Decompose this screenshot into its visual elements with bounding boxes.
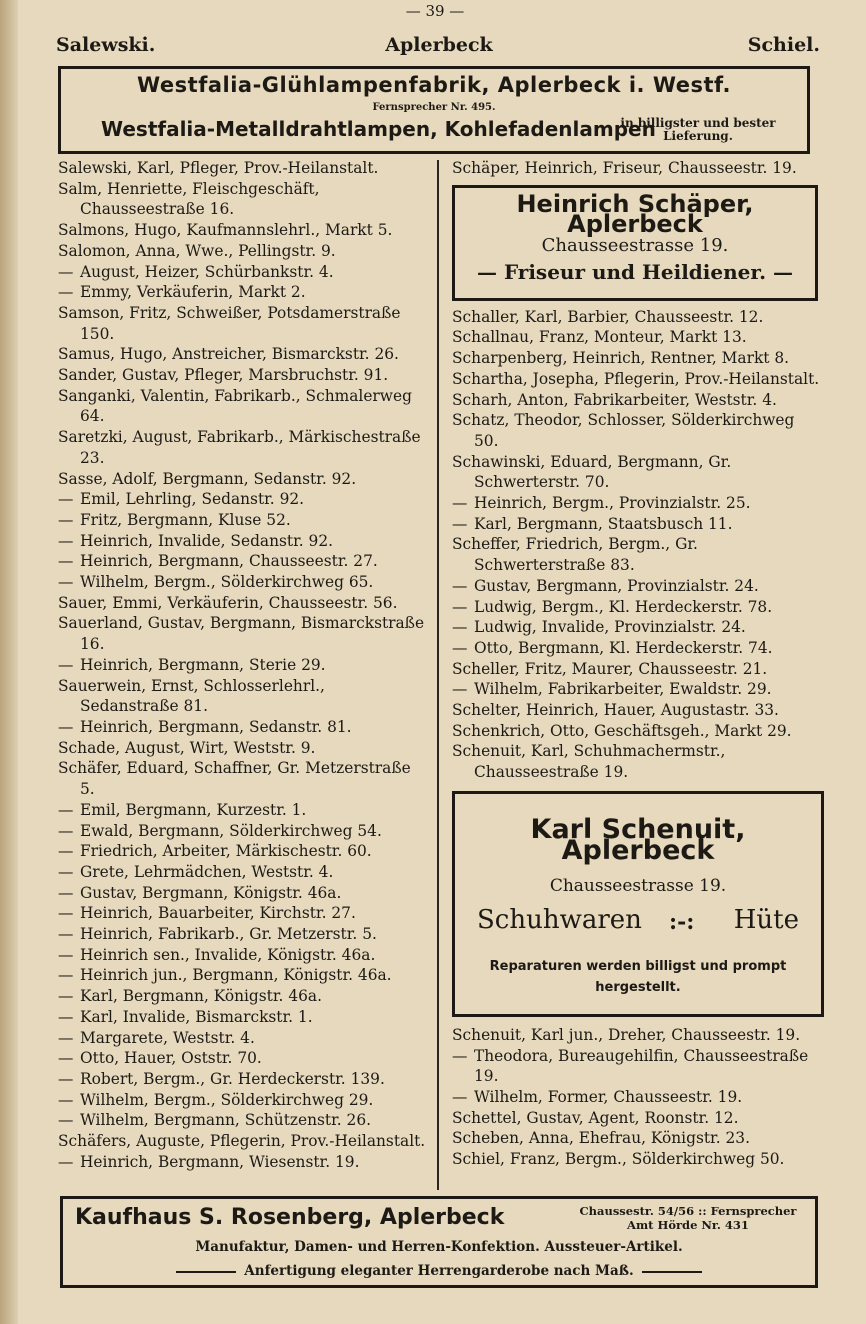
repeat-dash: —	[58, 821, 74, 840]
directory-entry-text: Ludwig, Invalide, Provinzialstr. 24.	[474, 618, 746, 637]
directory-entry-text: Grete, Lehrmädchen, Weststr. 4.	[80, 862, 334, 881]
advert-schenuit-separator: :-:	[669, 908, 695, 935]
directory-entry-text: Heinrich, Bergm., Provinzialstr. 25.	[474, 494, 751, 513]
directory-entry	[452, 700, 822, 721]
directory-entry	[452, 158, 822, 179]
directory-entry	[58, 344, 428, 365]
advert-westfalia-title: Westfalia-Glühlampenfabrik, Aplerbeck i. Westf.	[137, 73, 731, 97]
directory-entry	[452, 452, 822, 493]
directory-entry	[58, 1131, 428, 1152]
repeat-dash: —	[58, 987, 74, 1006]
directory-entry	[452, 307, 822, 328]
directory-entry	[452, 1128, 822, 1149]
directory-entry	[58, 676, 428, 717]
advert-westfalia-products: Westfalia-Metalldrahtlampen, Kohlefadenlampen	[101, 117, 656, 141]
repeat-dash: —	[58, 904, 74, 923]
running-header-right: Schiel.	[747, 34, 820, 56]
directory-entry-text: Scharh, Anton, Fabrikarbeiter, Weststr. 4.	[452, 390, 777, 409]
directory-entry-text: Ludwig, Bergm., Kl. Herdeckerstr. 78.	[474, 597, 773, 616]
directory-entry-text: Schenuit, Karl, Schuhmachermstr., Chausseestraße 19.	[452, 742, 726, 782]
running-header-center: Aplerbeck	[385, 34, 493, 56]
repeat-dash: —	[58, 283, 74, 302]
repeat-dash: —	[58, 552, 74, 571]
repeat-dash: —	[452, 1046, 468, 1065]
directory-entry	[58, 965, 428, 986]
directory-entry-text: Karl, Bergmann, Königstr. 46a.	[80, 987, 322, 1006]
directory-entry	[452, 659, 822, 680]
directory-entry	[452, 679, 822, 700]
directory-entry	[58, 613, 428, 654]
directory-entry	[452, 721, 822, 742]
directory-entry-text: Schenkrich, Otto, Geschäftsgeh., Markt 29.	[452, 721, 792, 740]
directory-entry-text: Emil, Bergmann, Kurzestr. 1.	[80, 800, 307, 819]
directory-entry	[58, 903, 428, 924]
directory-entry-text: Robert, Bergm., Gr. Herdeckerstr. 139.	[80, 1069, 385, 1088]
repeat-dash: —	[58, 717, 74, 736]
directory-entry-text: Sauer, Emmi, Verkäuferin, Chausseestr. 56.	[58, 593, 398, 612]
directory-entry-text: Schäfers, Auguste, Pflegerin, Prov.-Heilanstalt.	[58, 1132, 426, 1151]
directory-entry	[452, 369, 822, 390]
directory-entry-text: Wilhelm, Fabrikarbeiter, Ewaldstr. 29.	[474, 680, 772, 699]
directory-entry-text: Ewald, Bergmann, Sölderkirchweg 54.	[80, 821, 382, 840]
directory-entry-text: Sanganki, Valentin, Fabrikarb., Schmalerweg 64.	[58, 386, 412, 426]
running-header-left: Salewski.	[56, 34, 156, 56]
advert-schaeper	[452, 185, 818, 301]
page-edge	[0, 0, 18, 1324]
directory-entry	[58, 386, 428, 427]
directory-entry	[58, 800, 428, 821]
repeat-dash: —	[452, 597, 468, 616]
directory-entry-text: Otto, Hauer, Oststr. 70.	[80, 1049, 262, 1068]
directory-entry-text: Saretzki, August, Fabrikarb., Märkischestraße 23.	[58, 428, 421, 467]
advert-schenuit-ware-shoes: Schuhwaren	[477, 904, 642, 935]
repeat-dash: —	[58, 883, 74, 902]
directory-entry	[58, 1110, 428, 1131]
directory-entry	[58, 655, 428, 676]
directory-entry	[58, 282, 428, 303]
directory-entry	[58, 1069, 428, 1090]
directory-entry-text: Heinrich sen., Invalide, Königstr. 46a.	[80, 945, 376, 964]
advert-rosenberg-address: Chaussestr. 54/56 :: Fernsprecher Amt Hörde Nr. 431	[579, 1204, 797, 1232]
directory-entry	[452, 1025, 822, 1046]
repeat-dash: —	[58, 655, 74, 674]
directory-entry-text: Salm, Henriette, Fleischgeschäft, Chausseestraße 16.	[58, 179, 320, 219]
directory-entry-text: Heinrich, Bauarbeiter, Kirchstr. 27.	[80, 904, 356, 923]
directory-entry	[452, 348, 822, 369]
advert-schaeper-name: Heinrich Schäper, Aplerbeck	[516, 189, 754, 239]
directory-entry-text: Wilhelm, Bergmann, Schützenstr. 26.	[80, 1111, 372, 1130]
right-entry-list-bottom	[452, 1025, 822, 1170]
directory-entry-text: Heinrich jun., Bergmann, Königstr. 46a.	[80, 966, 392, 985]
directory-entry-text: Schallnau, Franz, Monteur, Markt 13.	[452, 328, 747, 347]
directory-entry-text: Scheller, Fritz, Maurer, Chausseestr. 21.	[452, 659, 768, 678]
directory-entry	[452, 1149, 822, 1170]
directory-entry	[452, 534, 822, 575]
advert-westfalia-note: in billigster und bester Lieferung.	[620, 116, 776, 143]
repeat-dash: —	[452, 638, 468, 657]
directory-entry-text: Heinrich, Bergmann, Chausseestr. 27.	[80, 552, 378, 571]
directory-entry	[452, 1108, 822, 1129]
directory-entry-text: Scheffer, Friedrich, Bergm., Gr. Schwerterstraße 83.	[452, 535, 698, 575]
directory-entry-text: Emil, Lehrling, Sedanstr. 92.	[80, 490, 305, 509]
directory-entry	[58, 1090, 428, 1111]
directory-entry-text: Fritz, Bergmann, Kluse 52.	[80, 510, 291, 529]
repeat-dash: —	[58, 262, 74, 281]
directory-entry-text: Schartha, Josepha, Pflegerin, Prov.-Heilanstalt.	[452, 369, 820, 388]
directory-entry-text: Scheben, Anna, Ehefrau, Königstr. 23.	[452, 1129, 750, 1148]
directory-entry	[58, 158, 428, 179]
advert-schenuit	[452, 791, 824, 1017]
directory-entry	[58, 572, 428, 593]
directory-entry-text: Samus, Hugo, Anstreicher, Bismarckstr. 26.	[58, 345, 399, 364]
directory-entry	[58, 220, 428, 241]
directory-entry-text: Schawinski, Eduard, Bergmann, Gr. Schwerterstr. 70.	[452, 452, 732, 492]
directory-entry	[58, 551, 428, 572]
advert-rosenberg-name: Kaufhaus S. Rosenberg, Aplerbeck	[75, 1205, 505, 1230]
directory-entry	[452, 514, 822, 535]
repeat-dash: —	[58, 510, 74, 529]
directory-entry	[58, 1028, 428, 1049]
repeat-dash: —	[58, 1028, 74, 1047]
advert-schenuit-street: Chausseestrasse 19.	[549, 875, 727, 896]
directory-entry	[58, 1007, 428, 1028]
directory-entry-text: Scharpenberg, Heinrich, Rentner, Markt 8.	[452, 349, 790, 368]
repeat-dash: —	[58, 925, 74, 944]
repeat-dash: —	[58, 1111, 74, 1130]
directory-entry	[58, 862, 428, 883]
directory-entry	[452, 327, 822, 348]
directory-entry-text: Otto, Bergmann, Kl. Herdeckerstr. 74.	[474, 638, 773, 657]
directory-entry	[452, 741, 822, 782]
repeat-dash: —	[452, 1087, 468, 1106]
right-entry-list-middle	[452, 307, 822, 783]
directory-entry-text: Karl, Invalide, Bismarckstr. 1.	[80, 1007, 313, 1026]
left-entry-list	[58, 158, 428, 1172]
repeat-dash: —	[452, 514, 468, 533]
repeat-dash: —	[58, 862, 74, 881]
directory-entry	[452, 390, 822, 411]
directory-entry	[58, 945, 428, 966]
directory-entry	[58, 1048, 428, 1069]
directory-entry-text: Heinrich, Fabrikarb., Gr. Metzerstr. 5.	[80, 925, 377, 944]
directory-entry	[452, 597, 822, 618]
directory-entry	[58, 241, 428, 262]
repeat-dash: —	[58, 966, 74, 985]
directory-entry-text: Schenuit, Karl jun., Dreher, Chausseestr. 19.	[452, 1025, 801, 1044]
advert-rosenberg-goods: Manufaktur, Damen- und Herren-Konfektion. Aussteuer-Artikel.	[195, 1239, 683, 1255]
directory-entry-text: Theodora, Bureaugehilfin, Chausseestraße 19.	[474, 1046, 809, 1086]
directory-entry-text: August, Heizer, Schürbankstr. 4.	[80, 262, 334, 281]
advert-westfalia-phone: Fernsprecher Nr. 495.	[372, 102, 496, 113]
directory-entry-text: Karl, Bergmann, Staatsbusch 11.	[474, 514, 733, 533]
left-column	[58, 158, 428, 1172]
right-entry-list-top	[452, 158, 822, 179]
directory-entry-text: Margarete, Weststr. 4.	[80, 1028, 255, 1047]
advert-schaeper-trade: — Friseur und Heildiener. —	[476, 259, 793, 284]
directory-entry-text: Schelter, Heinrich, Hauer, Augustastr. 33.	[452, 701, 779, 720]
directory-entry-text: Heinrich, Bergmann, Wiesenstr. 19.	[80, 1152, 360, 1171]
directory-entry	[452, 638, 822, 659]
directory-entry-text: Wilhelm, Former, Chausseestr. 19.	[474, 1087, 743, 1106]
directory-entry	[58, 821, 428, 842]
repeat-dash: —	[58, 842, 74, 861]
directory-entry-text: Sauerwein, Ernst, Schlosserlehrl., Sedanstraße 81.	[58, 676, 325, 716]
directory-entry-text: Salewski, Karl, Pfleger, Prov.-Heilanstalt.	[58, 159, 379, 177]
directory-entry	[58, 924, 428, 945]
repeat-dash: —	[58, 1069, 74, 1088]
repeat-dash: —	[58, 945, 74, 964]
directory-entry	[58, 1152, 428, 1173]
advert-rosenberg-tailoring: Anfertigung eleganter Herrengarderobe nach Maß.	[63, 1263, 815, 1279]
directory-entry	[452, 576, 822, 597]
directory-entry	[58, 510, 428, 531]
directory-entry-text: Schatz, Theodor, Schlosser, Sölderkirchweg 50.	[452, 411, 795, 450]
repeat-dash: —	[58, 1007, 74, 1026]
directory-entry	[58, 262, 428, 283]
running-header	[56, 34, 820, 60]
column-divider	[437, 160, 439, 1190]
directory-entry-text: Sauerland, Gustav, Bergmann, Bismarckstraße 16.	[58, 614, 425, 654]
repeat-dash: —	[58, 573, 74, 592]
directory-entry-text: Heinrich, Invalide, Sedanstr. 92.	[80, 531, 334, 550]
directory-entry-text: Salmons, Hugo, Kaufmannslehrl., Markt 5.	[58, 221, 393, 240]
directory-entry	[58, 593, 428, 614]
advert-schaeper-street: Chausseestrasse 19.	[541, 234, 729, 256]
directory-entry-text: Wilhelm, Bergm., Sölderkirchweg 65.	[80, 573, 374, 592]
repeat-dash: —	[58, 1090, 74, 1109]
repeat-dash: —	[58, 490, 74, 509]
directory-entry	[58, 179, 428, 220]
directory-entry-text: Sasse, Adolf, Bergmann, Sedanstr. 92.	[58, 469, 357, 488]
directory-entry-text: Samson, Fritz, Schweißer, Potsdamerstraße 150.	[58, 303, 401, 343]
directory-entry-text: Sander, Gustav, Pfleger, Marsbruchstr. 91.	[58, 366, 389, 385]
directory-entry-text: Emmy, Verkäuferin, Markt 2.	[80, 283, 306, 302]
right-column	[452, 158, 822, 1170]
directory-entry	[58, 489, 428, 510]
repeat-dash: —	[452, 494, 468, 513]
repeat-dash: —	[452, 576, 468, 595]
directory-entry	[58, 303, 428, 344]
directory-entry	[58, 758, 428, 799]
directory-entry	[58, 427, 428, 468]
directory-entry	[452, 1087, 822, 1108]
directory-entry	[452, 493, 822, 514]
directory-entry	[58, 986, 428, 1007]
directory-entry-text: Schaller, Karl, Barbier, Chausseestr. 12.	[452, 307, 764, 326]
advert-schenuit-name: Karl Schenuit, Aplerbeck	[530, 813, 746, 866]
directory-entry-text: Salomon, Anna, Wwe., Pellingstr. 9.	[58, 241, 336, 260]
directory-entry-text: Schäfer, Eduard, Schaffner, Gr. Metzerstraße 5.	[58, 759, 411, 799]
repeat-dash: —	[452, 680, 468, 699]
directory-entry	[58, 717, 428, 738]
directory-entry	[58, 531, 428, 552]
directory-entry-text: Schettel, Gustav, Agent, Roonstr. 12.	[452, 1108, 739, 1127]
directory-entry	[58, 365, 428, 386]
directory-entry-text: Gustav, Bergmann, Provinzialstr. 24.	[474, 576, 759, 595]
directory-entry	[58, 469, 428, 490]
repeat-dash: —	[58, 531, 74, 550]
directory-entry	[58, 738, 428, 759]
advert-rosenberg	[60, 1196, 818, 1288]
directory-entry-text: Schiel, Franz, Bergm., Sölderkirchweg 50.	[452, 1150, 785, 1169]
advert-schenuit-ware-hats: Hüte	[733, 904, 799, 935]
repeat-dash: —	[58, 800, 74, 819]
directory-entry-text: Heinrich, Bergmann, Sedanstr. 81.	[80, 717, 352, 736]
directory-entry-text: Gustav, Bergmann, Königstr. 46a.	[80, 883, 342, 902]
directory-entry-text: Wilhelm, Bergm., Sölderkirchweg 29.	[80, 1090, 374, 1109]
repeat-dash: —	[58, 1152, 74, 1171]
directory-entry	[58, 883, 428, 904]
directory-entry	[58, 841, 428, 862]
directory-entry-text: Friedrich, Arbeiter, Märkischestr. 60.	[80, 842, 372, 861]
directory-entry	[452, 410, 822, 451]
repeat-dash: —	[452, 618, 468, 637]
directory-entry-text: Schäper, Heinrich, Friseur, Chausseestr. 19.	[452, 159, 797, 177]
repeat-dash: —	[58, 1049, 74, 1068]
directory-entry	[452, 1046, 822, 1087]
advert-westfalia	[58, 66, 810, 154]
advert-schenuit-repair: Reparaturen werden billigst und prompt hergestellt.	[489, 958, 787, 995]
page-number: — 39 —	[405, 2, 465, 20]
directory-entry-text: Heinrich, Bergmann, Sterie 29.	[80, 655, 326, 674]
directory-entry	[452, 617, 822, 638]
directory-entry-text: Schade, August, Wirt, Weststr. 9.	[58, 738, 316, 757]
